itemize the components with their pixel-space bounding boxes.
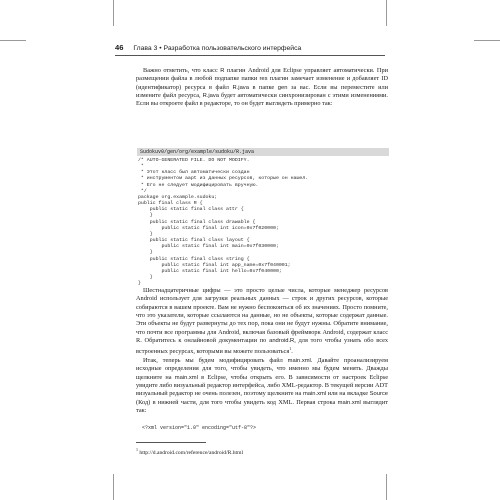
chapter-title: Глава 3 • Разработка пользовательского интерфейса bbox=[133, 45, 302, 52]
text-run: за вас. Если вы переместите или измените файл ресурса, bbox=[136, 83, 388, 100]
crop-mark bbox=[386, 0, 387, 26]
text-run: , для того чтобы узнать обо всех встроенных ресурсах, которыми вы можете пользоваться bbox=[136, 337, 388, 356]
footnote-mark: 1 bbox=[136, 447, 138, 452]
text-run: выглядит так: bbox=[136, 398, 389, 414]
crop-mark bbox=[113, 474, 114, 500]
code-term: R.java bbox=[232, 84, 249, 91]
intro-paragraph bbox=[136, 67, 388, 109]
crop-mark bbox=[0, 40, 26, 41]
code-term: main.xml bbox=[302, 391, 327, 398]
footnote-url: http://d.android.com/reference/android/R.html bbox=[138, 449, 244, 456]
code-term: main.xml bbox=[337, 399, 361, 406]
text-run: Важно отметить, что класс bbox=[143, 67, 221, 74]
text-run: в папке bbox=[248, 83, 278, 91]
xml-declaration-line: <?xml version="1.0" encoding="utf-8"?> bbox=[142, 425, 257, 431]
code-term: res bbox=[259, 76, 268, 83]
footnote bbox=[136, 446, 243, 457]
body-paragraphs bbox=[136, 287, 388, 415]
code-term: main.xml bbox=[287, 357, 311, 364]
crop-mark bbox=[386, 474, 387, 500]
code-file-path: Sudokuv0/gen/org/example/sudoku/R.java bbox=[140, 149, 255, 155]
text-run: в Eclipse, чтобы открыть его. В зависимости от настроек Eclipse увидите либо визуальный редактор интерфейса, либо XML-редактор. В текущей версии ADT визуальный редактор не очень полезен, поэтому щелкните на bbox=[136, 373, 388, 398]
code-term: gen bbox=[277, 84, 288, 91]
code-term: android.R bbox=[269, 338, 295, 345]
footnote-rule bbox=[136, 442, 206, 443]
paragraph-mainxml bbox=[136, 357, 388, 415]
code-term: R bbox=[220, 68, 225, 74]
code-term: main.xml bbox=[174, 374, 198, 381]
code-term: Source bbox=[369, 391, 388, 398]
text-run: плагин замечает изменение и добавляет ID (идентификатор) ресурса в файл bbox=[136, 75, 388, 91]
page-number: 46 bbox=[115, 43, 124, 52]
text-run: Шестнадцатеричные цифры — это просто целые числа, которые менеджер ресурсов Android использует для загрузки реальных данных — строк и других ресурсов, которые собираются в вашем проекте. Вам не нужно беспокоиться об их значениях. Просто помните, что это указатели, которые ссылаются на данные, но не объекты, которые содержат данные. Эти объекты не будут развернуты до тех пор, пока они не будут нужны. Обратите внимание, что почти все программы для Android, включая базовый фреймворк Android, содержат класс R. Обратитесь к онлайновой документации по bbox=[136, 287, 388, 345]
text-run: будет автоматически синхронизирован с этими изменениями. Если вы откроете файл в редакторе, то он будет выглядеть примерно так: bbox=[136, 92, 389, 108]
crop-mark bbox=[113, 0, 114, 26]
crop-mark bbox=[474, 40, 500, 41]
header-rule bbox=[115, 55, 385, 56]
paragraph-hex bbox=[136, 287, 388, 357]
text-run: . bbox=[291, 348, 293, 356]
running-header bbox=[115, 43, 390, 53]
code-term: R.java bbox=[202, 93, 220, 100]
text-run: (Код) в нижней части, для того чтобы увидеть код XML. Первая строка bbox=[136, 398, 338, 406]
text-run: Итак, теперь мы будем модифицировать файл bbox=[143, 356, 288, 364]
code-listing: /* AUTO-GENERATED FILE. DO NOT MODIFY. * * Этот класс был автоматически создан * инструментом aapt из данных ресурсов, которые он нашел. * Его не следует модифицировать вручную. */ package org.example.sudoku; public final class R { public static final class attr { } public static final class drawable { public static final int icon=0x7f020000; } public static final class layout { public static final int main=0x7f030000; } public static final class string { public static final int app_name=0x7f040001; public static final int hello=0x7f040000; } } bbox=[138, 158, 309, 287]
text-run: плагин Android для Eclipse управляет автоматически. При размещении файла в любой подпапке папки bbox=[136, 67, 388, 83]
text-run: . Давайте проанализируем исходные определения для того, чтобы увидеть, что именно мы будем менять. Дважды щелкните на bbox=[136, 356, 388, 381]
text-run: или на вкладке bbox=[326, 390, 370, 398]
footnote-ref: 1 bbox=[289, 346, 292, 352]
